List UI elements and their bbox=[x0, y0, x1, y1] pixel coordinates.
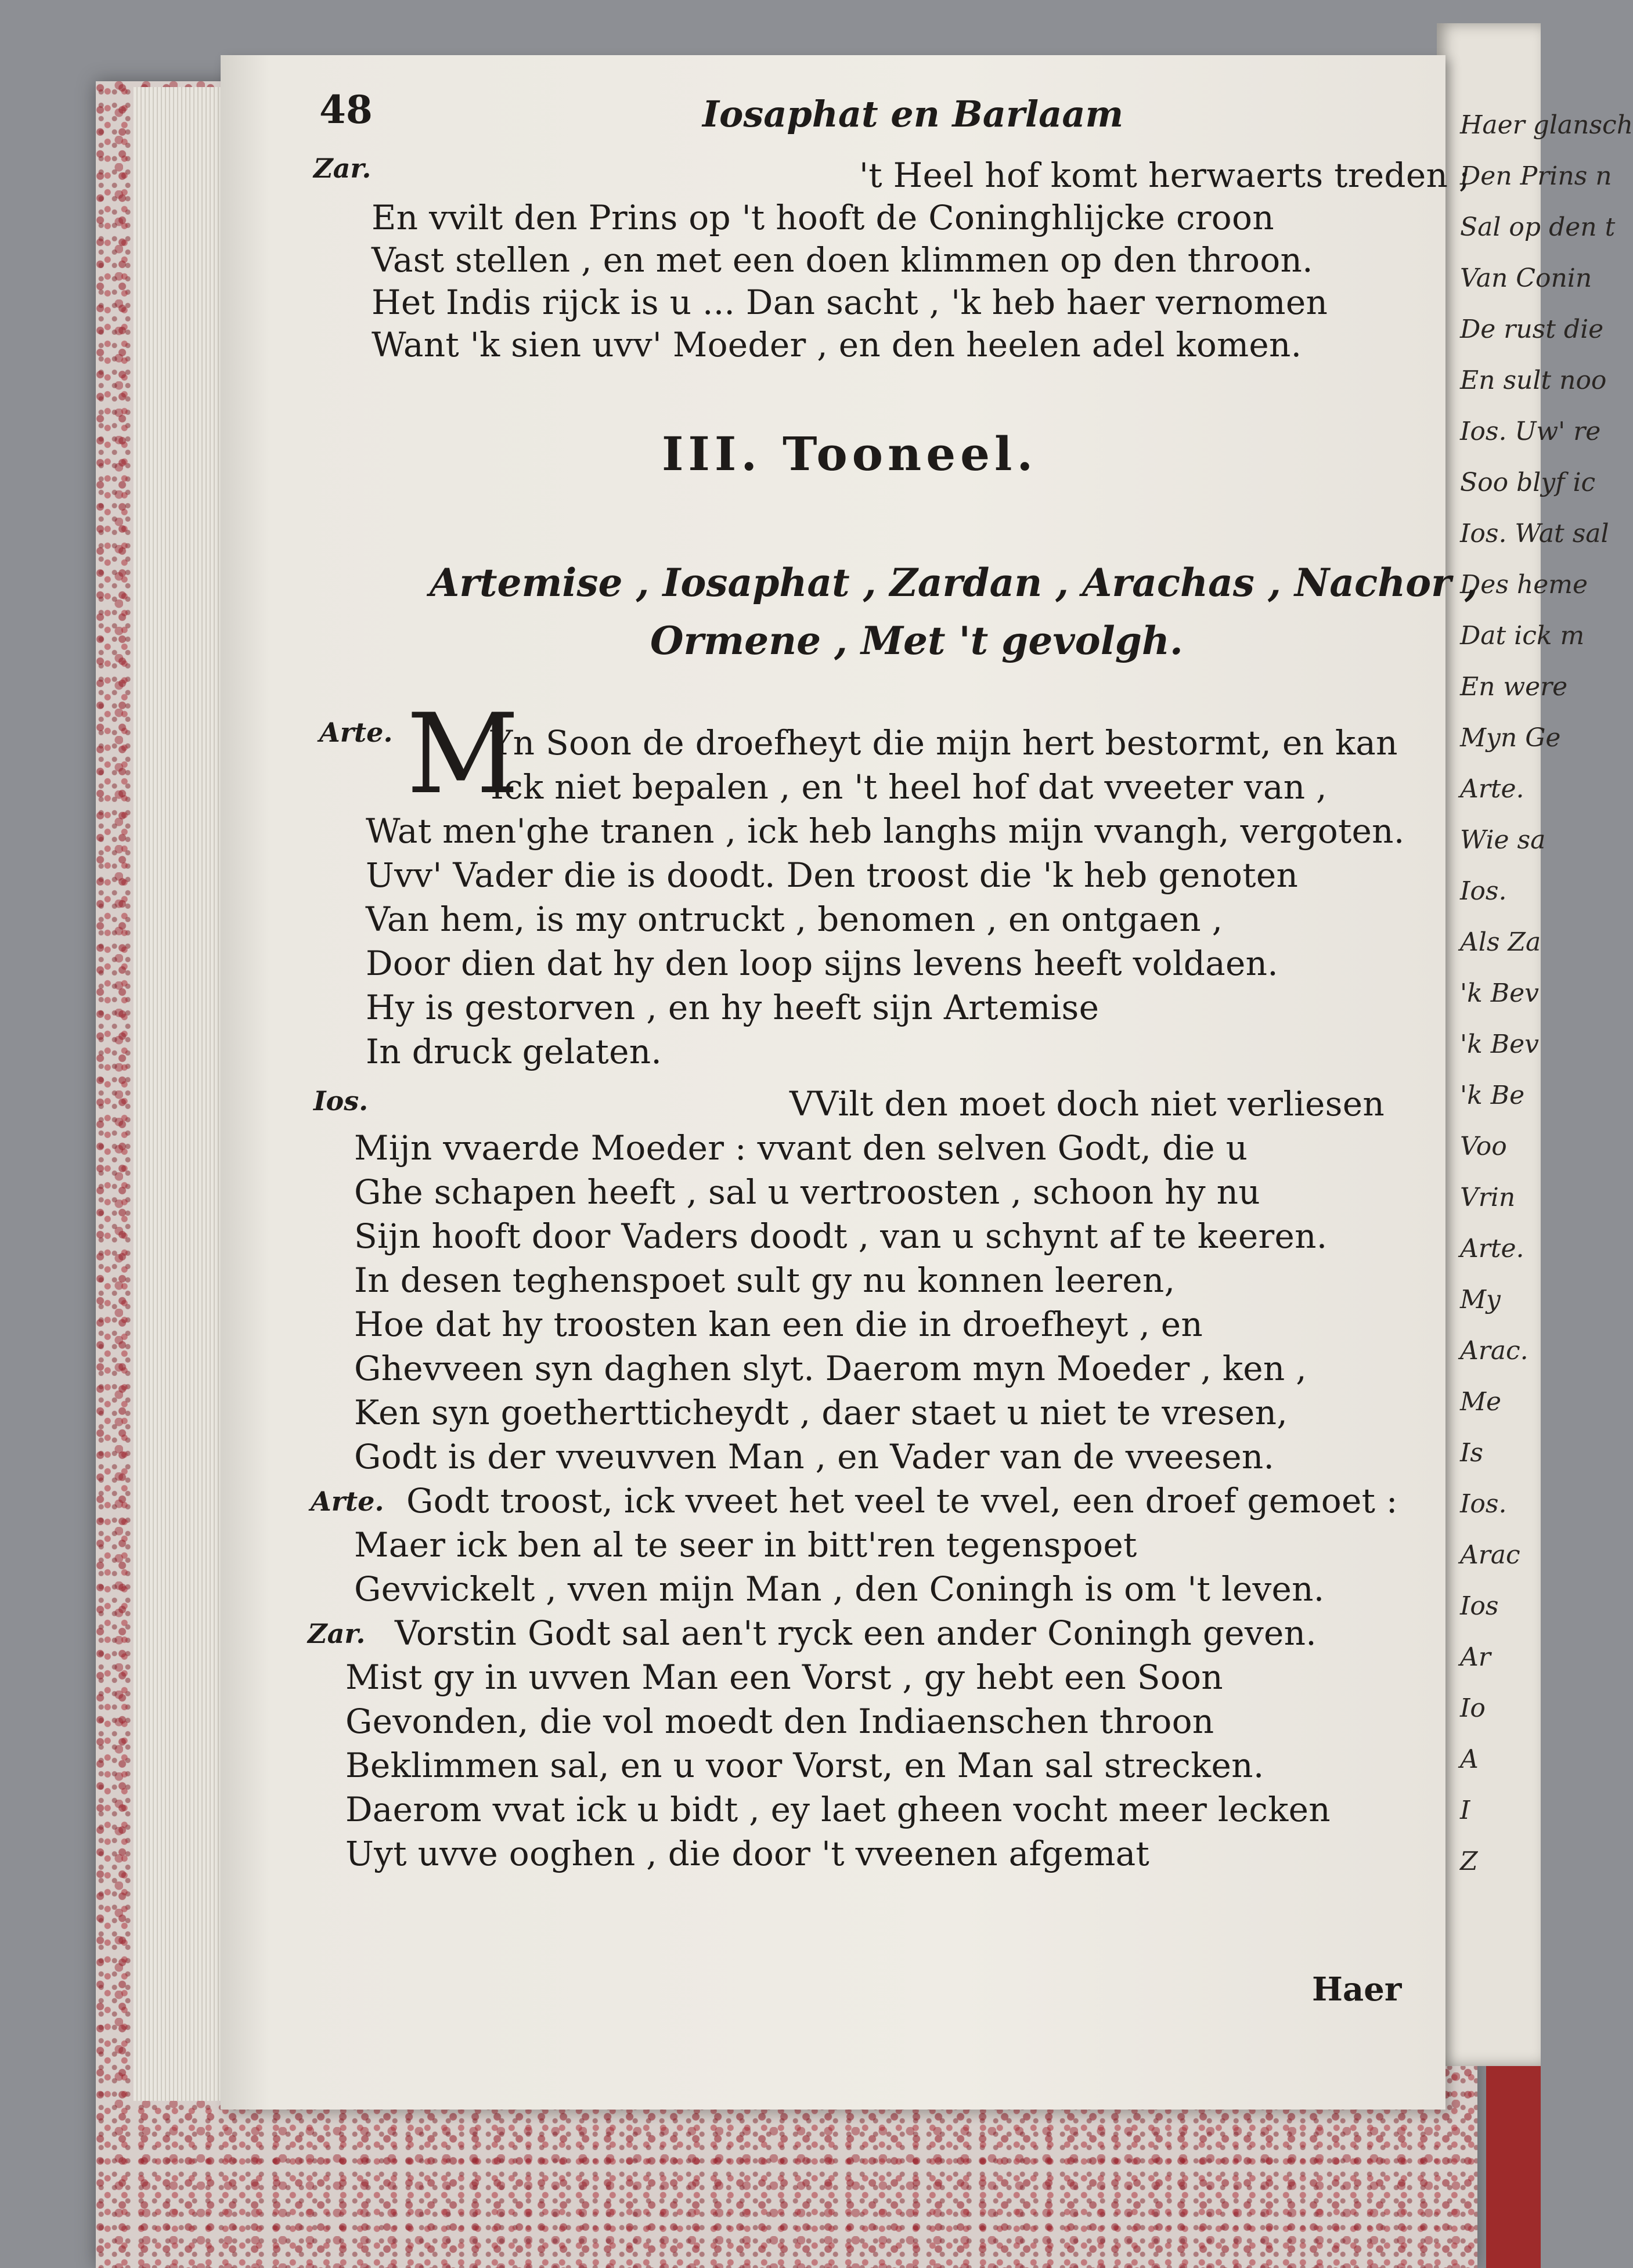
facing-page-fragment: Vrin bbox=[1460, 1183, 1516, 1212]
speaker-label: Arte. bbox=[311, 1486, 384, 1517]
facing-page-fragment: Den Prins n bbox=[1460, 161, 1612, 191]
verse-line: Wat men'ghe tranen , ick heb langhs mijn vvangh, vergoten. bbox=[366, 811, 1405, 851]
facing-page-fragment: Ar bbox=[1460, 1642, 1491, 1672]
facing-page-fragment: En sult noo bbox=[1460, 366, 1607, 395]
facing-page-fragment: Z bbox=[1460, 1847, 1478, 1876]
verse-line: Want 'k sien uvv' Moeder , en den heelen adel komen. bbox=[372, 325, 1302, 364]
verse-line: Daerom vvat ick u bidt , ey laet gheen vocht meer lecken bbox=[345, 1790, 1331, 1829]
book-page bbox=[221, 55, 1478, 2110]
facing-page-fragment: Ios. bbox=[1460, 1489, 1507, 1519]
cast-list-line: Artemise , Iosaphat , Zardan , Arachas , Nachor , bbox=[430, 560, 1478, 605]
verse-line: Mijn vvaerde Moeder : vvant den selven Godt, die u bbox=[354, 1128, 1248, 1168]
facing-page-fragment: De rust die bbox=[1460, 315, 1604, 344]
facing-page-fragment: Haer glansch bbox=[1460, 110, 1633, 140]
facing-page-fragment: Me bbox=[1460, 1387, 1502, 1417]
verse-line: Sijn hooft door Vaders doodt , van u schynt af te keeren. bbox=[354, 1216, 1328, 1256]
cast-list-line: Ormene , Met 't gevolgh. bbox=[650, 618, 1183, 663]
facing-page-fragment: Dat ick m bbox=[1460, 621, 1585, 651]
verse-line: VVilt den moet doch niet verliesen bbox=[790, 1084, 1385, 1124]
verse-line: In desen teghenspoet sult gy nu konnen leeren, bbox=[354, 1261, 1176, 1300]
verse-line: In druck gelaten. bbox=[366, 1032, 662, 1071]
drop-cap: M bbox=[406, 690, 520, 818]
facing-page-fragment: Van Conin bbox=[1460, 263, 1592, 293]
verse-line: Maer ick ben al te seer in bitt'ren tegenspoet bbox=[354, 1525, 1137, 1565]
facing-page-fragment: Arte. bbox=[1460, 1234, 1524, 1263]
speaker-label: Ios. bbox=[313, 1085, 369, 1117]
speaker-label: Zar. bbox=[313, 153, 372, 184]
facing-page-fragment: Arte. bbox=[1460, 774, 1524, 804]
facing-page-fragment: 'k Bev bbox=[1460, 978, 1539, 1008]
verse-line: Hoe dat hy troosten kan een die in droefheyt , en bbox=[354, 1305, 1203, 1344]
facing-page-fragment: A bbox=[1460, 1745, 1479, 1774]
facing-page-fragment: Arac bbox=[1460, 1540, 1520, 1570]
red-edge bbox=[1486, 2066, 1541, 2268]
page-stack-edge bbox=[134, 87, 232, 2101]
verse-line: Het Indis rijck is u ... Dan sacht , 'k heb haer vernomen bbox=[372, 283, 1328, 322]
facing-page-fragment: Arac. bbox=[1460, 1336, 1529, 1366]
facing-page-fragment: En were bbox=[1460, 672, 1568, 702]
facing-page-fragment: Is bbox=[1460, 1438, 1483, 1468]
verse-line: Uyt uvve ooghen , die door 't vveenen afgemat bbox=[345, 1834, 1150, 1873]
facing-page-fragment: Sal op den t bbox=[1460, 212, 1616, 242]
verse-line: Uvv' Vader die is doodt. Den troost die 'k heb genoten bbox=[366, 855, 1299, 895]
running-head: Iosaphat en Barlaam bbox=[702, 93, 1124, 135]
verse-line: Gevvickelt , vven mijn Man , den Coningh is om 't leven. bbox=[354, 1569, 1325, 1609]
facing-page-fragment: 'k Bev bbox=[1460, 1030, 1539, 1059]
facing-page-fragment: Voo bbox=[1460, 1132, 1507, 1161]
verse-line: Door dien dat hy den loop sijns levens heeft voldaen. bbox=[366, 944, 1279, 983]
verse-line: Yn Soon de droefheyt die mijn hert bestormt, en kan bbox=[491, 723, 1398, 763]
facing-page-fragment: Ios. bbox=[1460, 876, 1507, 906]
verse-line: Vorstin Godt sal aen't ryck een ander Coningh geven. bbox=[395, 1613, 1317, 1653]
scene-title: III. Tooneel. bbox=[662, 427, 1038, 481]
verse-line: Hy is gestorven , en hy heeft sijn Artemise bbox=[366, 988, 1100, 1027]
facing-page bbox=[1437, 23, 1633, 2066]
facing-page-fragment: Ios. Wat sal bbox=[1460, 519, 1609, 548]
verse-line: Ick niet bepalen , en 't heel hof dat vveeter van , bbox=[491, 767, 1327, 807]
page-number: 48 bbox=[319, 87, 373, 132]
facing-page-fragment: Soo blyf ic bbox=[1460, 468, 1596, 497]
verse-line: Vast stellen , en met een doen klimmen op den throon. bbox=[372, 240, 1313, 280]
verse-line: Mist gy in uvven Man een Vorst , gy hebt een Soon bbox=[345, 1657, 1223, 1697]
speaker-label: Arte. bbox=[319, 717, 393, 748]
verse-line: Van hem, is my ontruckt , benomen , en ontgaen , bbox=[366, 900, 1223, 939]
facing-page-fragment: My bbox=[1460, 1285, 1501, 1314]
verse-line: Ghevveen syn daghen slyt. Daerom myn Moeder , ken , bbox=[354, 1349, 1307, 1388]
verse-line: 't Heel hof komt herwaerts treden ; bbox=[859, 156, 1470, 195]
verse-line: Godt is der vveuvven Man , en Vader van de vveesen. bbox=[354, 1437, 1275, 1476]
facing-page-fragment: Des heme bbox=[1460, 570, 1588, 599]
facing-page-fragment: Myn Ge bbox=[1460, 723, 1561, 753]
facing-page-fragment: I bbox=[1460, 1796, 1470, 1825]
verse-line: Ghe schapen heeft , sal u vertroosten , schoon hy nu bbox=[354, 1172, 1260, 1212]
verse-line: En vvilt den Prins op 't hooft de Coninghlijcke croon bbox=[372, 198, 1274, 237]
speaker-label: Zar. bbox=[308, 1618, 366, 1649]
facing-page-fragment: Als Za bbox=[1460, 927, 1541, 957]
facing-page-fragment: Wie sa bbox=[1460, 825, 1546, 855]
facing-page-fragment: Io bbox=[1460, 1693, 1486, 1723]
catchword: Haer bbox=[1312, 1970, 1402, 2009]
verse-line: Ken syn goethertticheydt , daer staet u niet te vresen, bbox=[354, 1393, 1288, 1432]
verse-line: Beklimmen sal, en u voor Vorst, en Man sal strecken. bbox=[345, 1746, 1264, 1785]
verse-line: Godt troost, ick vveet het veel te vvel, een droef gemoet : bbox=[406, 1481, 1398, 1521]
facing-page-fragment: Ios bbox=[1460, 1591, 1499, 1621]
facing-page-fragment: Ios. Uw' re bbox=[1460, 417, 1601, 446]
verse-line: Gevonden, die vol moedt den Indiaenschen throon bbox=[345, 1702, 1214, 1741]
facing-page-fragment: 'k Be bbox=[1460, 1081, 1525, 1110]
